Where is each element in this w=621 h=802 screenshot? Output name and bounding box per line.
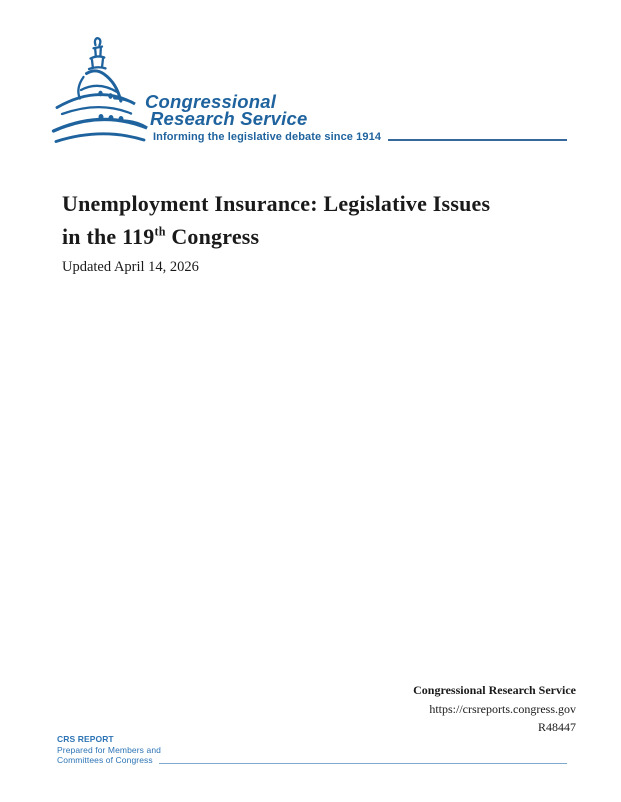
footer-org-name: Congressional Research Service bbox=[413, 683, 576, 697]
logo-tagline: Informing the legislative debate since 1914 bbox=[153, 131, 382, 143]
footer-rule bbox=[159, 763, 567, 764]
crs-wordmark bbox=[145, 91, 308, 129]
capitol-dome-icon bbox=[50, 36, 152, 152]
crs-wordmark-line2: Research Service bbox=[150, 107, 308, 129]
crs-reports-link[interactable]: https://crsreports.congress.gov bbox=[429, 701, 576, 716]
updated-date: Updated April 14, 2026 bbox=[62, 259, 199, 275]
prepared-for-line1: Prepared for Members and bbox=[57, 744, 161, 755]
header-rule bbox=[388, 139, 567, 141]
report-title bbox=[62, 187, 582, 253]
prepared-for-line2: Committees of Congress bbox=[57, 755, 153, 765]
logo-tagline-row bbox=[153, 131, 567, 143]
footer-crs-report-block bbox=[57, 734, 567, 766]
crs-wordmark-line1: Congressional bbox=[145, 91, 277, 112]
report-title-line2-post: Congress bbox=[165, 223, 260, 249]
report-title-line2-pre: in the 119 bbox=[62, 223, 155, 249]
footer-publisher-block bbox=[413, 681, 576, 737]
report-number: R48447 bbox=[537, 720, 576, 734]
ordinal-superscript: th bbox=[154, 224, 166, 239]
report-title-line1: Unemployment Insurance: Legislative Issues bbox=[62, 190, 491, 216]
crs-report-label: CRS REPORT bbox=[57, 734, 114, 744]
